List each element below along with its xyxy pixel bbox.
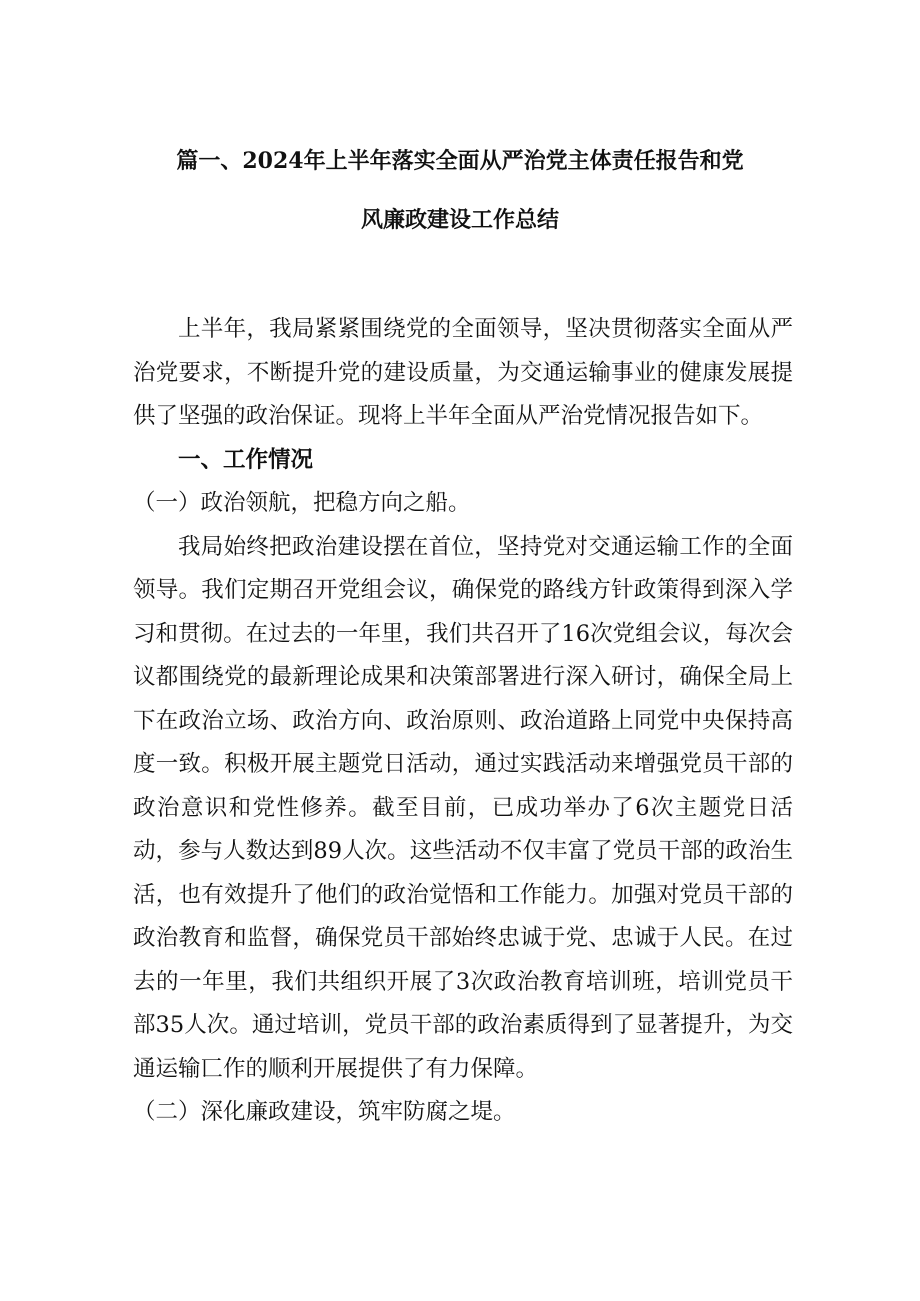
- political-leadership-paragraph: 我局始终把政治建设摆在首位，坚持党对交通运输工作的全面领导。我们定期召开党组会议，确保党的路线方针政策得到深入学习和贯彻。在过去的一年里，我们共召开了16次党组会议，每次会议都围绕党的最新理论成果和决策部署进行深入研讨，确保全局上下在政治立场、政治方向、政治原则、政治道路上同党中央保持高度一致。积极开展主题党日活动，通过实践活动来增强党员干部的政治意识和党性修养。截至目前，已成功举办了6次主题党日活动，参与人数达到89人次。这些活动不仅丰富了党员干部的政治生活，也有效提升了他们的政治觉悟和工作能力。加强对党员干部的政治教育和监督，确保党员干部始终忠诚于党、忠诚于人民。在过去的一年里，我们共组织开展了3次政治教育培训班，培训党员干部35人次。通过培训，党员干部的政治素质得到了显著提升，为交通运输匸作的顺利开展提供了有力保障。: [133, 533, 793, 1082]
- document-body: [133, 308, 793, 1135]
- document-title-line-2: 风廉政建设工作总结: [360, 207, 559, 233]
- subsection-heading-integrity-building: （二）深化廉政建设，筑牢防腐之堤。: [133, 1099, 516, 1125]
- intro-paragraph: 上半年，我局紧紧围绕党的全面领导，坚决贯彻落实全面从严治党要求，不断提升党的建设质量，为交通运输事业的健康发展提供了坚强的政治保证。现将上半年全面从严治党情况报告如下。: [133, 316, 793, 429]
- section-heading-work-status: 一、工作情况: [178, 446, 314, 473]
- document-title-line-1: 篇一、2024年上半年落实全面从严治党主体责任报告和党: [176, 148, 744, 174]
- subsection-heading-political-leadership: （一）政治领航，把稳方向之船。: [133, 490, 471, 516]
